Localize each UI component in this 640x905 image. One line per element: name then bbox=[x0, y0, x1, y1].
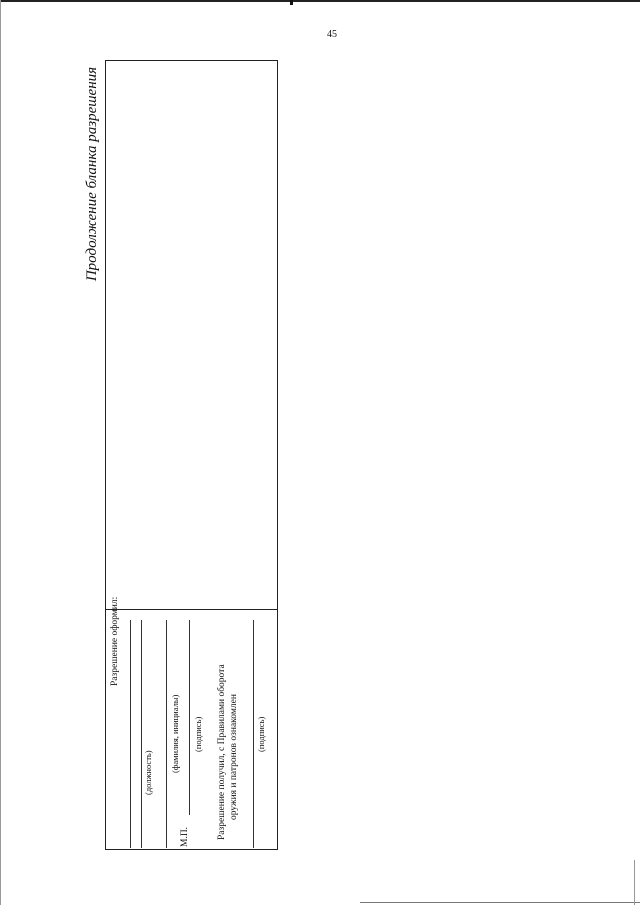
received-statement-line-1: Разрешение получил, с Правилами оборота bbox=[217, 664, 227, 840]
position-caption: (должность) bbox=[143, 750, 153, 795]
scan-edge bbox=[0, 0, 640, 2]
signature-line bbox=[189, 620, 190, 815]
issued-by-label: Разрешение оформил: bbox=[110, 596, 120, 686]
continuation-title: Продолжение бланка разрешения bbox=[84, 66, 100, 282]
name-line bbox=[166, 620, 167, 848]
name-caption: (фамилия, инициалы) bbox=[170, 694, 180, 773]
stamp-label: М.П. bbox=[180, 826, 190, 847]
scan-edge bbox=[0, 0, 1, 905]
recipient-signature-caption: (подпись) bbox=[256, 716, 266, 752]
form-section-divider bbox=[105, 609, 278, 610]
scan-mark bbox=[290, 0, 293, 5]
signature-caption: (подпись) bbox=[193, 716, 203, 752]
position-line bbox=[141, 620, 142, 848]
received-statement-line-2: оружия и патронов ознакомлен bbox=[229, 694, 239, 820]
position-signature-line bbox=[130, 620, 131, 848]
page-number: 45 bbox=[327, 29, 337, 40]
scan-edge bbox=[634, 860, 635, 905]
recipient-signature-line bbox=[253, 620, 254, 848]
scan-edge bbox=[360, 902, 640, 903]
